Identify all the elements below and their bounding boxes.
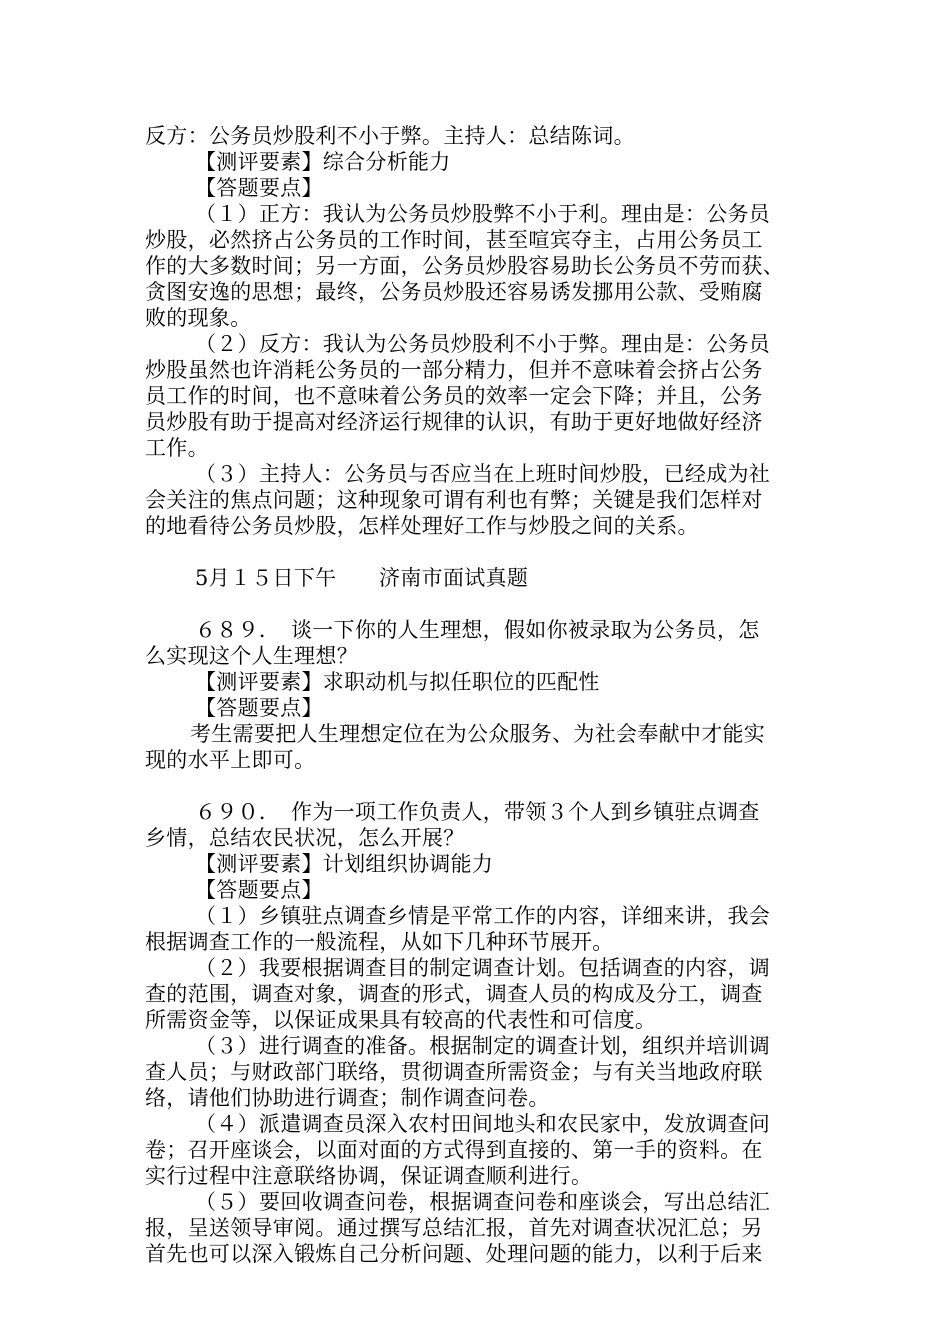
- text-line: 实行过程中注意联络协调，保证调查顺利进行。: [145, 1164, 593, 1188]
- text-line: 查人员；与财政部门联络，贯彻调查所需资金；与有关当地政府联: [145, 1060, 763, 1084]
- question-line: ６８９． 谈一下你的人生理想，假如你被录取为公务员，怎: [195, 618, 760, 642]
- question-line: ６９０． 作为一项工作负责人，带领３个人到乡镇驻点调查: [195, 800, 760, 824]
- text-line: 败的现象。: [145, 306, 252, 330]
- text-line: 【测评要素】计划组织协调能力: [195, 852, 494, 876]
- text-line: 【答题要点】: [195, 696, 323, 720]
- text-line: 【答题要点】: [195, 176, 323, 200]
- question-line: 乡情，总结农民状况，怎么开展？: [145, 826, 465, 850]
- text-line: 炒股虽然也许消耗公务员的一部分精力，但并不意味着会挤占公务: [145, 358, 763, 382]
- text-line: （４）派遣调查员深入农村田间地头和农民家中，发放调查问: [195, 1112, 771, 1136]
- text-line: 卷；召开座谈会，以面对面的方式得到直接的、第一手的资料。在: [145, 1138, 763, 1162]
- text-line: 考生需要把人生理想定位在为公众服务、为社会奉献中才能实: [190, 722, 766, 746]
- text-line: 员炒股有助于提高对经济运行规律的认识，有助于更好地做好经济: [145, 410, 763, 434]
- text-line: 根据调查工作的一般流程，从如下几种环节展开。: [145, 930, 614, 954]
- text-line: 现的水平上即可。: [145, 748, 316, 772]
- text-line: 络，请他们协助进行调查；制作调查问卷。: [145, 1086, 550, 1110]
- text-line: 工作。: [145, 436, 209, 460]
- text-line: （３）进行调查的准备。根据制定的调查计划，组织并培训调: [195, 1034, 771, 1058]
- text-line: 【测评要素】求职动机与拟任职位的匹配性: [195, 670, 600, 694]
- text-line: 炒股，必然挤占公务员的工作时间，甚至喧宾夺主，占用公务员工: [145, 228, 763, 252]
- text-line: 作的大多数时间；另一方面，公务员炒股容易助长公务员不劳而获、: [145, 254, 784, 278]
- text-line: 员工作的时间，也不意味着公务员的效率一定会下降；并且，公务: [145, 384, 763, 408]
- text-line: （１）乡镇驻点调查乡情是平常工作的内容，详细来讲，我会: [195, 904, 771, 928]
- text-line: 的地看待公务员炒股，怎样处理好工作与炒股之间的关系。: [145, 514, 699, 538]
- text-line: 贪图安逸的思想；最终，公务员炒股还容易诱发挪用公款、受贿腐: [145, 280, 763, 304]
- text-line: 报，呈送领导审阅。通过撰写总结汇报，首先对调查状况汇总；另: [145, 1216, 763, 1240]
- text-line: （１）正方：我认为公务员炒股弊不小于利。理由是：公务员: [195, 202, 771, 226]
- text-line: （２）我要根据调查目的制定调查计划。包括调查的内容，调: [195, 956, 771, 980]
- section-heading: 5月１５日下午 济南市面试真题: [195, 566, 529, 590]
- text-line: 首先也可以深入锻炼自己分析问题、处理问题的能力，以利于后来: [145, 1242, 763, 1266]
- text-line: 反方：公务员炒股利不小于弊。主持人：总结陈词。: [145, 124, 635, 148]
- text-line: （３）主持人：公务员与否应当在上班时间炒股，已经成为社: [195, 462, 771, 486]
- text-line: 所需资金等，以保证成果具有较高的代表性和可信度。: [145, 1008, 657, 1032]
- text-line: （２）反方：我认为公务员炒股利不小于弊。理由是：公务员: [195, 332, 771, 356]
- text-line: （５）要回收调查问卷，根据调查问卷和座谈会，写出总结汇: [195, 1190, 771, 1214]
- question-line: 么实现这个人生理想？: [145, 644, 358, 668]
- text-line: 会关注的焦点问题；这种现象可谓有利也有弊；关键是我们怎样对: [145, 488, 763, 512]
- text-line: 【测评要素】综合分析能力: [195, 150, 451, 174]
- text-line: 【答题要点】: [195, 878, 323, 902]
- text-line: 查的范围，调查对象，调查的形式，调查人员的构成及分工，调查: [145, 982, 763, 1006]
